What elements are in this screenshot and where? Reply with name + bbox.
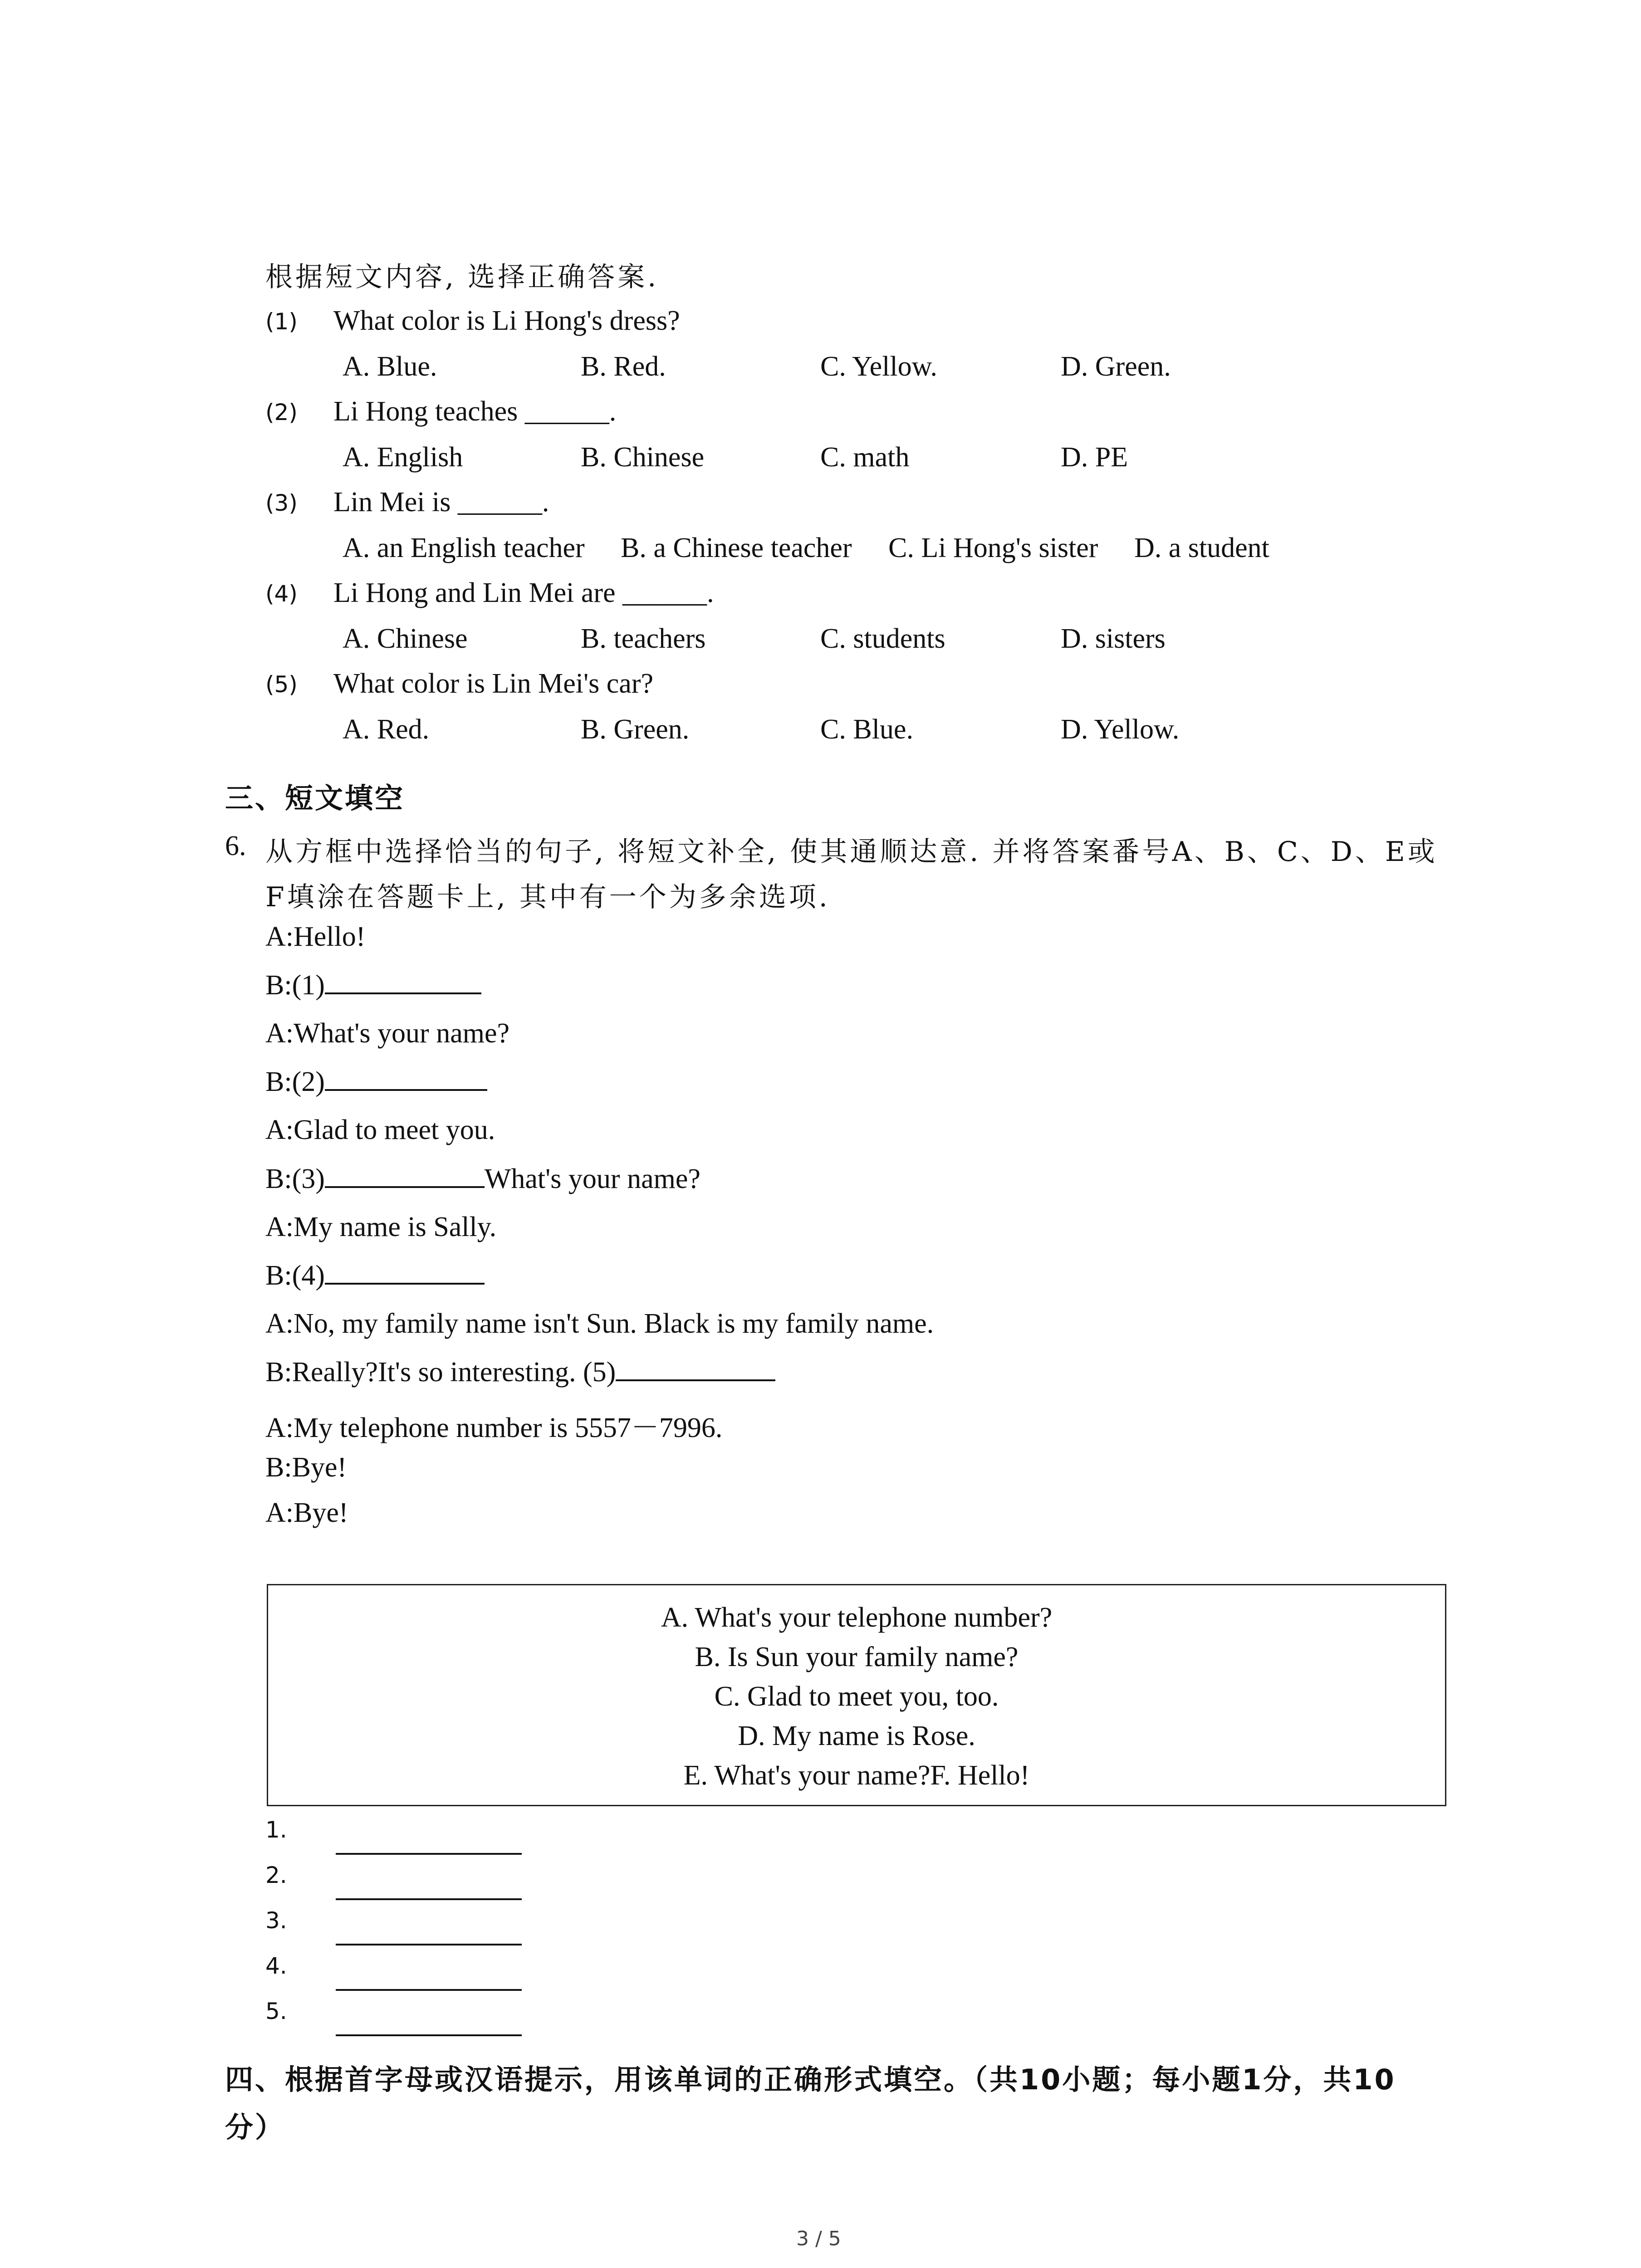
dialogue-line-8 bbox=[265, 1260, 485, 1292]
dialogue-speaker-text: B:Really?It's so interesting. (5) bbox=[265, 1357, 616, 1388]
dialogue-blank-4[interactable] bbox=[325, 1282, 485, 1285]
option-b: B. Red. bbox=[581, 351, 666, 382]
box-option-b: B. Is Sun your family name? bbox=[695, 1642, 1019, 1672]
option-c: C. Li Hong's sister bbox=[888, 533, 1098, 563]
dialogue-blank-5[interactable] bbox=[616, 1379, 775, 1381]
option-b: B. teachers bbox=[581, 623, 706, 654]
option-a: A. Blue. bbox=[343, 351, 437, 382]
question-number: (1) bbox=[265, 308, 298, 335]
dialogue-trailing-text: What's your name? bbox=[484, 1163, 700, 1194]
options-box bbox=[267, 1584, 1446, 1806]
question-6-instruction-line1: 从方框中选择恰当的句子, 将短文补全, 使其通顺达意. 并将答案番号A、B、C、D、E或 bbox=[265, 836, 1438, 868]
answer-line-2[interactable] bbox=[336, 1898, 522, 1900]
box-option-d: D. My name is Rose. bbox=[738, 1721, 975, 1751]
option-c: C. students bbox=[820, 623, 945, 654]
dialogue-speaker-text: B:(1) bbox=[265, 970, 325, 1001]
dialogue-line-13: A:Bye! bbox=[265, 1497, 348, 1528]
option-a: A. English bbox=[343, 442, 463, 473]
dialogue-blank-3[interactable] bbox=[325, 1186, 485, 1188]
option-d: D. Yellow. bbox=[1061, 714, 1180, 745]
question-number: (2) bbox=[265, 399, 298, 425]
option-a: A. an English teacher bbox=[343, 533, 585, 563]
dialogue-line-12: B:Bye! bbox=[265, 1452, 347, 1483]
dialogue-line-11: A:My telephone number is 5557－7996. bbox=[265, 1413, 723, 1443]
answer-number-2: 2. bbox=[265, 1862, 287, 1888]
question-6-instruction-line2: F填涂在答题卡上, 其中有一个为多余选项. bbox=[265, 881, 830, 913]
answer-number-4: 4. bbox=[265, 1953, 287, 1979]
option-b: B. Chinese bbox=[581, 442, 705, 473]
option-d: D. sisters bbox=[1061, 623, 1166, 654]
question-number: (4) bbox=[265, 581, 298, 607]
dialogue-line-2 bbox=[265, 969, 481, 1002]
section-4-heading-line1: 四、根据首字母或汉语提示，用该单词的正确形式填空。（共10小题；每小题1分，共10 bbox=[225, 2063, 1396, 2096]
dialogue-blank-2[interactable] bbox=[325, 1089, 487, 1091]
box-option-e-f: E. What's your name?F. Hello! bbox=[683, 1760, 1030, 1791]
option-a: A. Red. bbox=[343, 714, 430, 745]
answer-line-4[interactable] bbox=[336, 1989, 522, 1991]
dialogue-line-5: A:Glad to meet you. bbox=[265, 1114, 495, 1145]
answer-number-5: 5. bbox=[265, 1998, 287, 2024]
section-3-heading: 三、短文填空 bbox=[225, 782, 405, 815]
dialogue-line-3: A:What's your name? bbox=[265, 1018, 509, 1049]
question-text: Li Hong teaches ______. bbox=[333, 396, 617, 427]
dialogue-line-9: A:No, my family name isn't Sun. Black is my family name. bbox=[265, 1308, 934, 1339]
question-text: What color is Lin Mei's car? bbox=[333, 668, 653, 699]
answer-line-1[interactable] bbox=[336, 1853, 522, 1855]
option-c: C. Blue. bbox=[820, 714, 913, 745]
question-number: (3) bbox=[265, 490, 298, 516]
question-text: Lin Mei is ______. bbox=[333, 487, 549, 518]
dialogue-speaker-text: B:(3) bbox=[265, 1163, 325, 1194]
answer-number-1: 1. bbox=[265, 1817, 287, 1843]
answer-number-3: 3. bbox=[265, 1907, 287, 1934]
dialogue-line-4 bbox=[265, 1066, 487, 1098]
box-option-a: A. What's your telephone number? bbox=[661, 1602, 1053, 1633]
answer-line-5[interactable] bbox=[336, 2034, 522, 2036]
question-text: What color is Li Hong's dress? bbox=[333, 305, 680, 336]
dialogue-line-1: A:Hello! bbox=[265, 921, 366, 952]
question-text: Li Hong and Lin Mei are ______. bbox=[333, 577, 714, 608]
option-b: B. a Chinese teacher bbox=[621, 533, 852, 563]
option-d: D. PE bbox=[1061, 442, 1128, 473]
question-6-number: 6. bbox=[225, 831, 246, 861]
dialogue-speaker-text: B:(2) bbox=[265, 1066, 325, 1097]
section-4-heading-line2: 分） bbox=[225, 2111, 285, 2144]
dialogue-line-10 bbox=[265, 1356, 775, 1388]
answer-line-3[interactable] bbox=[336, 1944, 522, 1945]
dialogue-line-6 bbox=[265, 1163, 700, 1195]
option-c: C. Yellow. bbox=[820, 351, 937, 382]
page-number: 3 / 5 bbox=[796, 2227, 841, 2250]
option-d: D. a student bbox=[1134, 533, 1269, 563]
box-option-c: C. Glad to meet you, too. bbox=[714, 1681, 999, 1712]
dialogue-line-7: A:My name is Sally. bbox=[265, 1212, 497, 1242]
dialogue-speaker-text: B:(4) bbox=[265, 1260, 325, 1291]
option-c: C. math bbox=[820, 442, 910, 473]
option-b: B. Green. bbox=[581, 714, 690, 745]
question-number: (5) bbox=[265, 671, 298, 698]
reading-instruction: 根据短文内容, 选择正确答案. bbox=[265, 261, 659, 293]
option-a: A. Chinese bbox=[343, 623, 468, 654]
dialogue-blank-1[interactable] bbox=[325, 992, 481, 994]
option-d: D. Green. bbox=[1061, 351, 1171, 382]
